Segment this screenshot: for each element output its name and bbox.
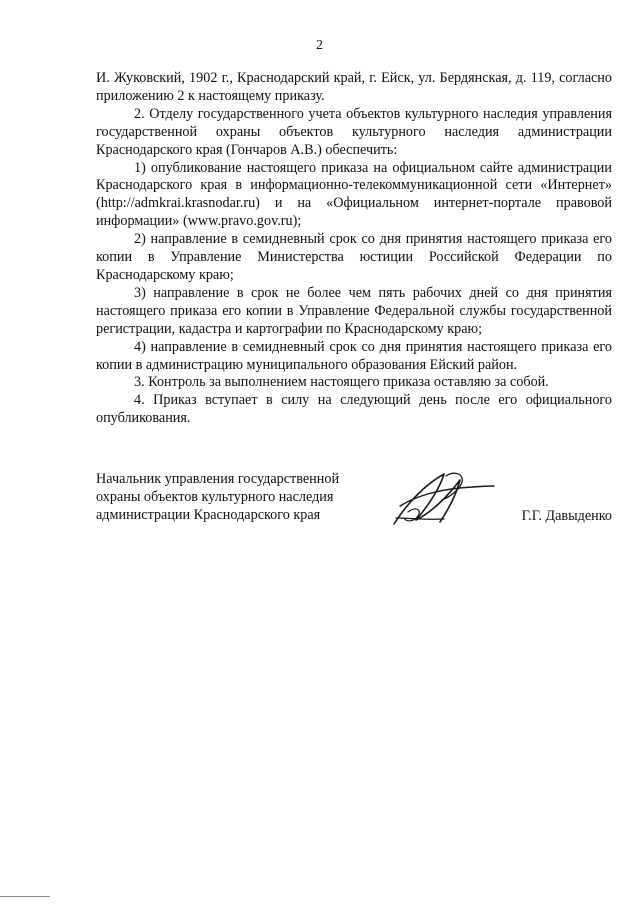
paragraph-subitem-3: 3) направление в срок не более чем пять рабочих дней со дня принятия настоящего приказа его копии в Управление Федеральной службы государственной регистрации, кадастра и картографии по Краснодарскому краю; <box>96 284 612 337</box>
paragraph-subitem-4: 4) направление в семидневный срок со дня принятия настоящего приказа его копии в администрацию муниципального образования Ейский район. <box>96 338 612 373</box>
paragraph-continuation: И. Жуковский, 1902 г., Краснодарский край, г. Ейск, ул. Бердянская, д. 119, согласно приложению 2 к настоящему приказу. <box>96 70 612 104</box>
signatory-name: Г.Г. Давыденко <box>521 508 612 524</box>
signatory-position-line: Начальник управления государственной <box>96 471 340 487</box>
scan-edge-divider <box>0 896 50 897</box>
paragraph-subitem-2: 2) направление в семидневный срок со дня принятия настоящего приказа его копии в Управление Министерства юстиции Российской Федерации по Краснодарскому краю; <box>96 231 612 283</box>
handwritten-signature-icon <box>386 466 496 532</box>
paragraph-subitem-1: 1) опубликование настоящего приказа на официальном сайте администрации Краснодарского края в информационно-телекоммуникационной сети «Интернет» (http://admkrai.krasnodar.ru) и на «Официальном интернет-портале правовой информации» (www.pravo.gov.ru); <box>96 159 612 230</box>
document-body <box>96 70 612 428</box>
paragraph-item-3: 3. Контроль за выполнением настоящего приказа оставляю за собой. <box>134 374 549 391</box>
signature-block <box>96 470 612 540</box>
signatory-position <box>96 470 366 524</box>
page-number: 2 <box>316 38 323 53</box>
paragraph-item-4: 4. Приказ вступает в силу на следующий день после его официального опубликования. <box>96 392 612 427</box>
signatory-position-line: администрации Краснодарского края <box>96 507 321 523</box>
paragraph-item-2: 2. Отделу государственного учета объектов культурного наследия управления государственной охраны объектов культурного наследия администрации Краснодарского края (Гончаров А.В.) обеспечить: <box>96 105 612 158</box>
signatory-position-line: охраны объектов культурного наследия <box>96 489 334 505</box>
